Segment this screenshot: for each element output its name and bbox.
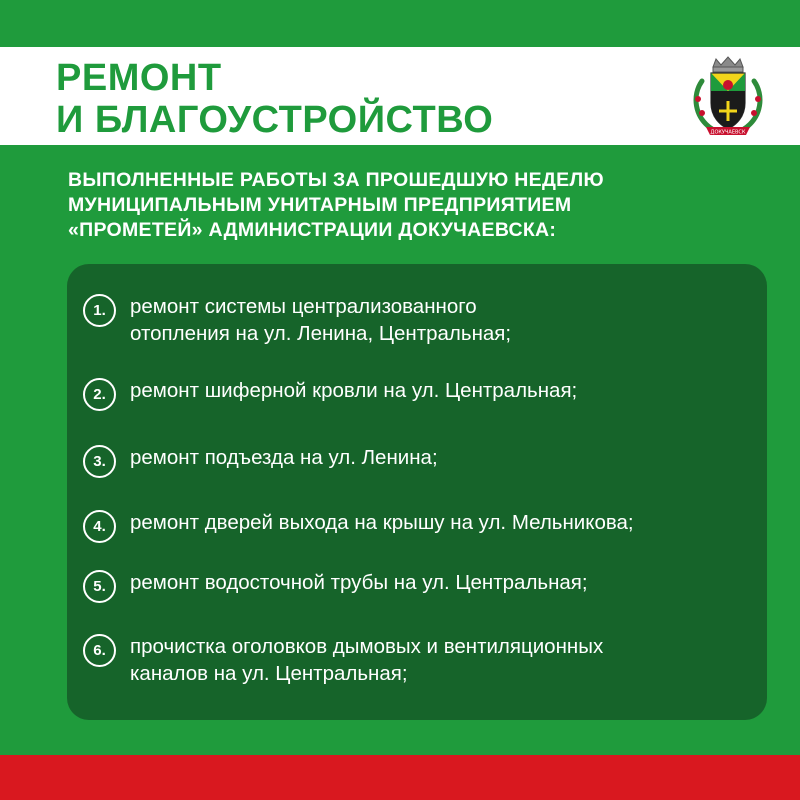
subtitle	[68, 168, 768, 243]
list-item	[83, 569, 763, 603]
list-item	[83, 633, 763, 687]
subtitle-line-1: ВЫПОЛНЕННЫЕ РАБОТЫ ЗА ПРОШЕДШУЮ НЕДЕЛЮ	[68, 169, 604, 191]
list-item-text: ремонт дверей выхода на крышу на ул. Мельникова;	[130, 511, 634, 534]
list-item	[83, 377, 763, 411]
list-item-text: ремонт подъезда на ул. Ленина;	[130, 446, 438, 469]
list-item-text: ремонт системы централизованного отопления на ул. Ленина, Центральная;	[130, 295, 512, 345]
emblem-ribbon-text: ДОКУЧАЕВСК	[710, 129, 746, 136]
list-number-badge: 3.	[83, 445, 116, 478]
list-item-text: прочистка оголовков дымовых и вентиляционных каналов на ул. Центральная;	[130, 635, 604, 685]
title-line-1: РЕМОНТ	[56, 57, 222, 99]
list-item-text: ремонт водосточной трубы на ул. Центральная;	[130, 571, 588, 594]
list-item	[83, 444, 763, 478]
bottom-red-bar	[0, 755, 800, 800]
page-title	[56, 57, 493, 141]
subtitle-line-3: «ПРОМЕТЕЙ» АДМИНИСТРАЦИИ ДОКУЧАЕВСКА:	[68, 219, 557, 241]
work-list-panel	[67, 264, 767, 720]
list-number-badge: 2.	[83, 378, 116, 411]
list-item	[83, 293, 763, 347]
top-green-strip	[0, 0, 800, 47]
city-emblem-icon	[686, 55, 770, 139]
list-number-badge: 4.	[83, 510, 116, 543]
header-band	[0, 47, 800, 145]
list-item-text: ремонт шиферной кровли на ул. Центральная;	[130, 379, 578, 402]
subtitle-line-2: МУНИЦИПАЛЬНЫМ УНИТАРНЫМ ПРЕДПРИЯТИЕМ	[68, 194, 572, 216]
list-number-badge: 5.	[83, 570, 116, 603]
list-number-badge: 1.	[83, 294, 116, 327]
title-line-2: И БЛАГОУСТРОЙСТВО	[56, 99, 494, 141]
list-number-badge: 6.	[83, 634, 116, 667]
list-item	[83, 509, 763, 543]
